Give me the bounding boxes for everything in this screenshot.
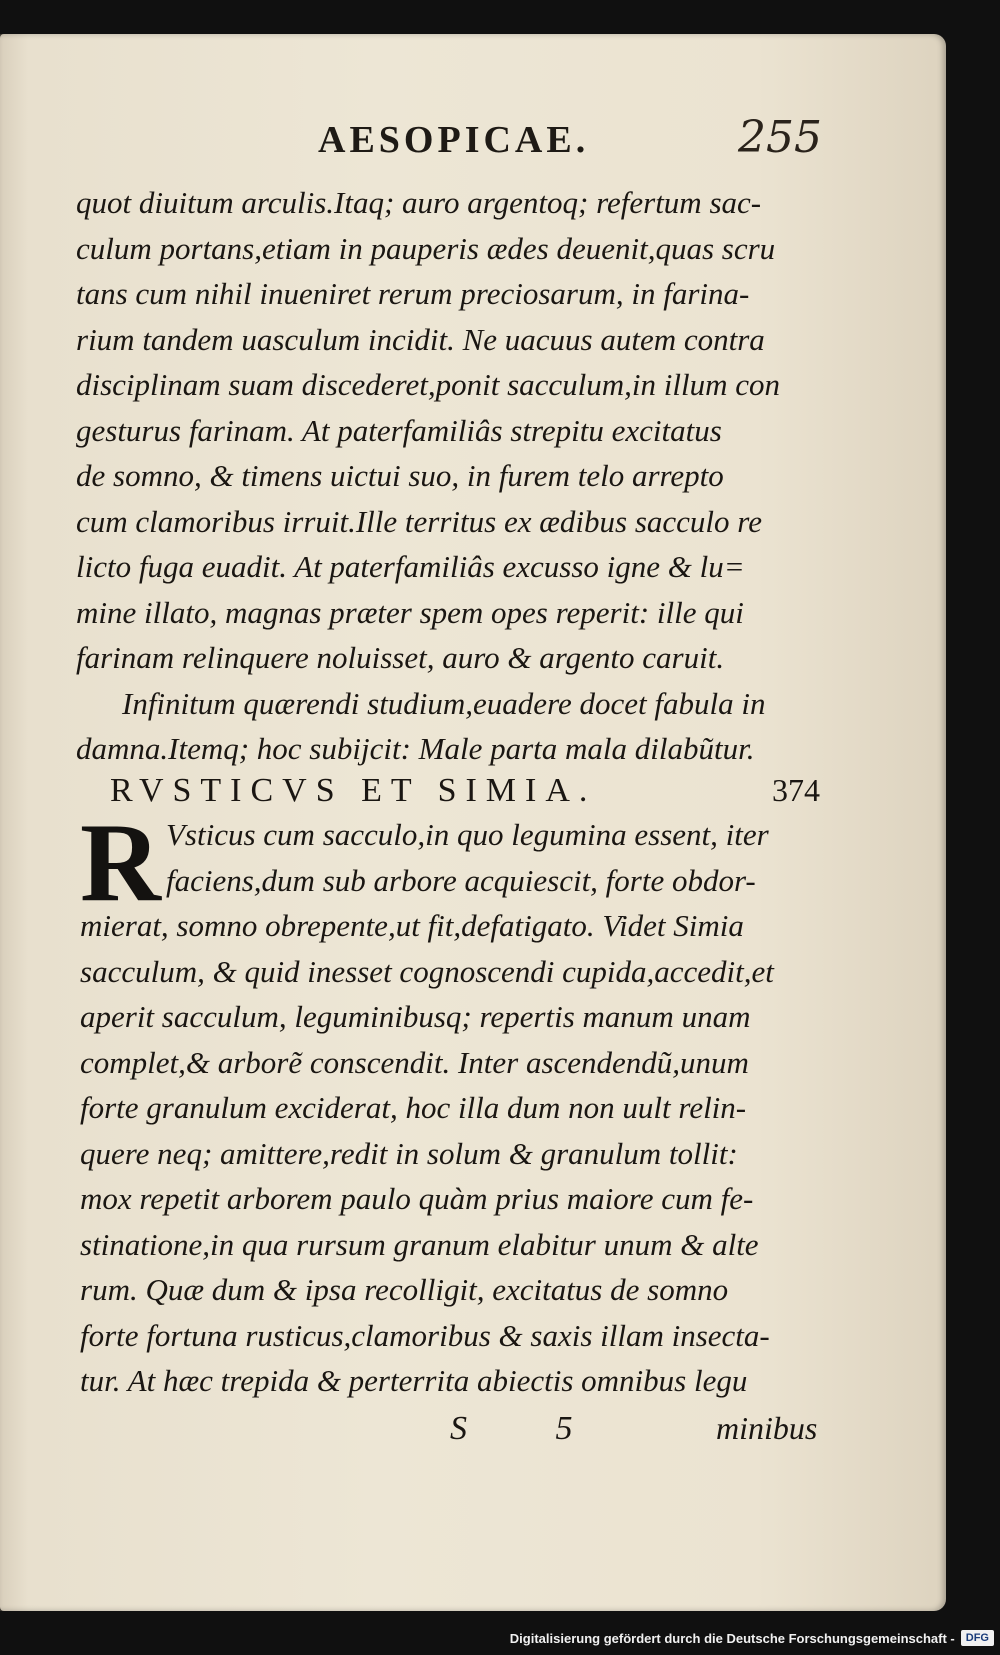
credit-text: Digitalisierung gefördert durch die Deutsche Forschungsgemeinschaft - xyxy=(509,1630,955,1646)
fable-title: RVSTICVS ET SIMIA. xyxy=(110,772,597,809)
text-line: tur. At hæc trepida & perterrita abiectis omnibus legu xyxy=(80,1363,748,1398)
moral-line: damna.Itemq; hoc subijcit: Male parta mala dilabũtur. xyxy=(76,731,755,766)
text-line: cum clamoribus irruit.Ille territus ex ædibus sacculo re xyxy=(76,503,762,539)
text-line: tans cum nihil inueniret rerum preciosarum, in farina- xyxy=(76,276,750,311)
fable-number: 374 xyxy=(772,772,820,808)
text-line: forte granulum exciderat, hoc illa dum non uult relin- xyxy=(80,1090,747,1125)
text-line: rum. Quæ dum & ipsa recolligit, excitatus de somno xyxy=(80,1272,729,1307)
text-line: sacculum, & quid inesset cognoscendi cupida,accedit,et xyxy=(80,953,774,989)
text-line: farinam relinquere noluisset, auro & argento caruit. xyxy=(76,640,725,675)
text-line: de somno, & timens uictui suo, in furem telo arrepto xyxy=(76,458,724,493)
folio-number: 255 xyxy=(738,112,822,163)
catchword: minibus xyxy=(716,1410,818,1446)
drop-capital: R xyxy=(80,801,161,925)
text-line: forte fortuna rusticus,clamoribus & saxis illam insecta- xyxy=(80,1317,770,1353)
text-line: gesturus farinam. At paterfamiliâs strepitu excitatus xyxy=(76,412,722,448)
text-line: mierat, somno obrepente,ut fit,defatigato. Videt Simia xyxy=(80,908,744,943)
page-header xyxy=(0,112,946,168)
text-line: mine illato, magnas præter spem opes reperit: ille qui xyxy=(76,594,744,630)
digitization-credit xyxy=(510,1625,994,1651)
text-line: culum portans,etiam in pauperis ædes deuenit,quas scru xyxy=(76,230,776,266)
text-line: Vsticus cum sacculo,in quo legumina essent, iter xyxy=(166,817,769,852)
text-line: quot diuitum arculis.Itaq; auro argentoq; refertum sac- xyxy=(76,185,762,220)
text-line: mox repetit arborem paulo quàm prius maiore cum fe- xyxy=(80,1181,754,1216)
text-line: rium tandem uasculum incidit. Ne uacuus autem contra xyxy=(76,321,765,357)
text-line: stinatione,in qua rursum granum elabitur unum & alte xyxy=(80,1226,759,1262)
text-line: complet,& arborẽ conscendit. Inter ascendendũ,unum xyxy=(80,1044,749,1080)
running-head: AESOPICAE. xyxy=(318,119,590,161)
text-line: disciplinam suam discederet,ponit sacculum,in illum con xyxy=(76,367,781,402)
text-line: aperit sacculum, leguminibusq; repertis manum unam xyxy=(80,999,751,1034)
text-line: licto fuga euadit. At paterfamiliâs excusso igne & lu= xyxy=(76,549,745,584)
text-line: faciens,dum sub arbore acquiescit, forte obdor- xyxy=(166,862,756,898)
text-line: quere neq; amittere,redit in solum & granulum tollit: xyxy=(80,1135,738,1171)
fable-text-block xyxy=(76,180,816,772)
moral-line: Infinitum quærendi studium,euadere docet fabula in xyxy=(122,685,766,721)
fable-body xyxy=(80,801,820,1404)
dfg-logo: DFG xyxy=(961,1630,994,1646)
signature-mark: S 5 xyxy=(450,1410,613,1447)
